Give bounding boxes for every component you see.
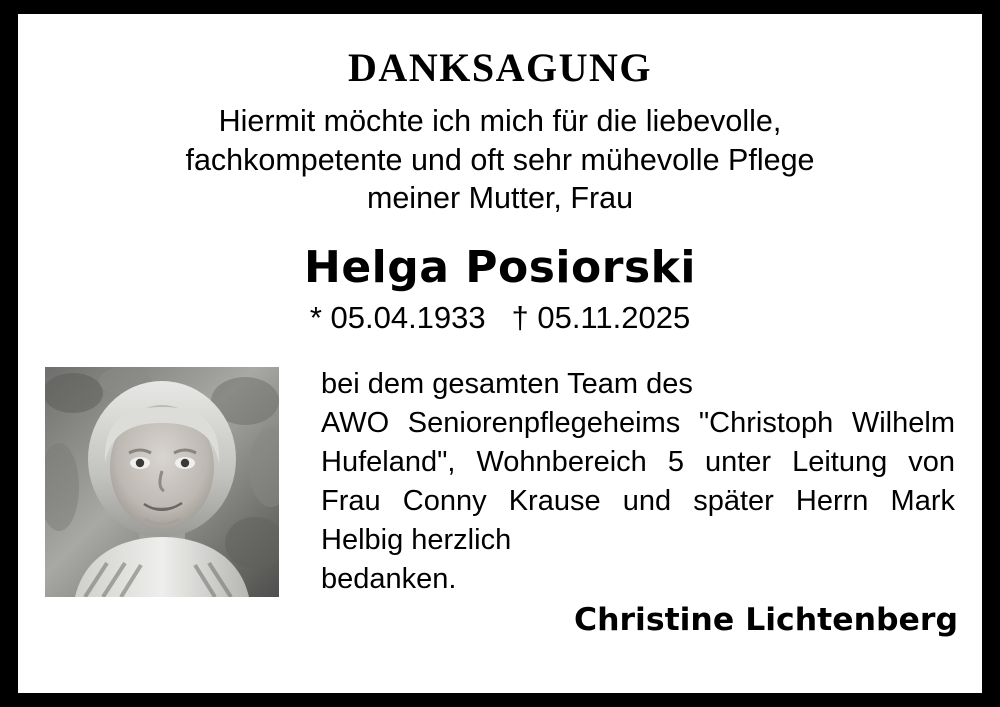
intro-text — [60, 102, 940, 218]
body-section — [18, 367, 982, 603]
deceased-name: Helga Posiorski — [304, 242, 696, 294]
signature: Christine Lichtenberg — [573, 602, 958, 639]
portrait-photo — [45, 367, 279, 597]
thanks-line-1: bei dem gesamten Team des — [321, 368, 693, 401]
intro-line-2: fachkompetente und oft sehr mühevolle Pflege — [185, 142, 815, 177]
thanks-line-2: AWO Seniorenpflegeheims "Christoph Wilhelm Hufeland", Wohnbereich 5 unter Leitung von Frau Conny Krause und später Herrn Mark Helbig herzlich — [321, 407, 955, 557]
page-title: DANKSAGUNG — [348, 45, 652, 90]
thanks-line-3: bedanken. — [321, 563, 457, 596]
thanks-text — [321, 365, 955, 599]
birth-death-dates: * 05.04.1933 † 05.11.2025 — [309, 300, 691, 336]
obituary-card — [18, 14, 982, 693]
intro-line-3: meiner Mutter, Frau — [366, 181, 634, 216]
intro-line-1: Hiermit möchte ich mich für die liebevolle, — [218, 104, 782, 138]
